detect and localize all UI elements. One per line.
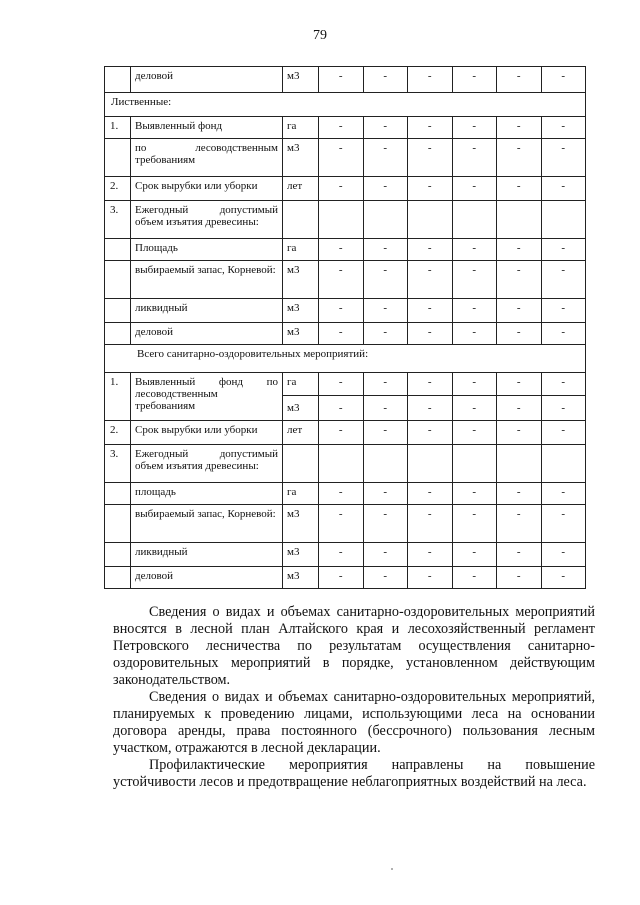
row-value-cell: - (541, 323, 586, 345)
row-value-cell: - (541, 67, 586, 93)
row-number: 1. (105, 117, 131, 139)
row-value-cell: - (408, 177, 453, 201)
row-value-primary: - (497, 373, 541, 396)
row-value-cell: - (408, 483, 453, 505)
paragraph-3: Профилактические мероприятия направлены на повышение устойчивости лесов и предотвращение неблагоприятных воздействий на леса. (113, 757, 595, 790)
row-number (105, 567, 131, 589)
row-value-cell (541, 201, 586, 239)
row-value-cell (408, 201, 453, 239)
row-value-cell: - (497, 505, 542, 543)
row-value-cell (408, 445, 453, 483)
table-row (105, 483, 586, 505)
row-value-cell: - (541, 543, 586, 567)
row-number (105, 323, 131, 345)
row-value-cell: - (497, 239, 542, 261)
row-unit: га (283, 117, 319, 139)
row-number: 1. (105, 373, 131, 421)
row-value-cell: - (363, 505, 408, 543)
row-value-cell: - (452, 483, 497, 505)
row-number (105, 483, 131, 505)
row-value-cell: - (541, 139, 586, 177)
table-row (105, 67, 586, 93)
row-unit: м3 (283, 299, 319, 323)
row-value-cell: - (363, 261, 408, 299)
section-label: Всего санитарно-оздоровительных мероприятий: (105, 345, 586, 373)
row-value-cell: - (497, 67, 542, 93)
row-value-secondary: - (338, 402, 343, 414)
row-value-cell: - (319, 421, 364, 445)
row-value-cell (452, 373, 497, 421)
row-value-cell (319, 373, 364, 421)
row-indicator-name: выбираемый запас, Корневой: (131, 261, 283, 299)
row-value-cell: - (363, 323, 408, 345)
row-value-cell: - (363, 299, 408, 323)
row-number: 3. (105, 201, 131, 239)
row-value-cell (497, 373, 542, 421)
row-value-cell: - (363, 239, 408, 261)
row-value-cell: - (319, 239, 364, 261)
row-number (105, 299, 131, 323)
row-value-cell: - (452, 299, 497, 323)
row-indicator-name: ликвидный (131, 299, 283, 323)
scan-speck (391, 868, 393, 870)
row-value-primary: - (319, 373, 363, 396)
row-number (105, 543, 131, 567)
row-value-cell (497, 201, 542, 239)
row-unit (283, 201, 319, 239)
row-value-cell: - (319, 543, 364, 567)
row-value-cell: - (408, 261, 453, 299)
row-value-cell: - (408, 543, 453, 567)
row-value-primary: - (364, 373, 408, 396)
row-number (105, 239, 131, 261)
row-indicator-name: Ежегодный допустимый объем изъятия древесины: (131, 201, 283, 239)
row-value-cell: - (497, 483, 542, 505)
table-row (105, 261, 586, 299)
row-value-cell: - (497, 323, 542, 345)
table-row (105, 139, 586, 177)
row-indicator-name: деловой (131, 67, 283, 93)
table-row (105, 543, 586, 567)
row-value-cell: - (319, 323, 364, 345)
row-value-cell (363, 373, 408, 421)
row-value-cell: - (452, 323, 497, 345)
row-value-cell: - (319, 67, 364, 93)
row-value-cell (319, 445, 364, 483)
row-unit-primary: га (283, 373, 318, 396)
row-value-cell: - (363, 567, 408, 589)
forest-measures-table-container (104, 66, 586, 589)
row-value-cell: - (541, 261, 586, 299)
row-indicator-name: выбираемый запас, Корневой: (131, 505, 283, 543)
row-value-cell (363, 201, 408, 239)
row-value-cell: - (319, 261, 364, 299)
table-row (105, 421, 586, 445)
body-text (113, 604, 595, 791)
row-value-cell: - (497, 117, 542, 139)
row-value-cell (319, 201, 364, 239)
table-row (105, 373, 586, 421)
row-number: 3. (105, 445, 131, 483)
row-value-cell: - (452, 139, 497, 177)
row-value-cell: - (363, 139, 408, 177)
row-value-cell: - (497, 567, 542, 589)
row-number (105, 67, 131, 93)
row-value-cell (497, 445, 542, 483)
row-value-cell: - (541, 299, 586, 323)
row-indicator-name: деловой (131, 323, 283, 345)
row-value-cell: - (363, 177, 408, 201)
row-value-cell: - (452, 261, 497, 299)
row-value-cell: - (452, 421, 497, 445)
page-number: 79 (313, 28, 327, 43)
table-row (105, 323, 586, 345)
row-value-cell: - (408, 567, 453, 589)
row-value-cell: - (452, 543, 497, 567)
row-indicator-name: ликвидный (131, 543, 283, 567)
table-row (105, 177, 586, 201)
row-value-secondary: - (427, 402, 432, 414)
row-value-cell: - (319, 567, 364, 589)
row-value-cell: - (497, 139, 542, 177)
row-value-cell: - (319, 139, 364, 177)
row-indicator-name: Срок вырубки или уборки (131, 421, 283, 445)
row-unit: га (283, 483, 319, 505)
row-value-cell: - (541, 505, 586, 543)
row-value-cell: - (541, 177, 586, 201)
table-section-row (105, 93, 586, 117)
row-value-cell: - (408, 323, 453, 345)
row-indicator-name: площадь (131, 483, 283, 505)
row-value-cell (541, 445, 586, 483)
row-indicator-name: Ежегодный допустимый объем изъятия древесины: (131, 445, 283, 483)
section-label: Лиственные: (105, 93, 586, 117)
row-value-cell: - (541, 117, 586, 139)
table-row (105, 567, 586, 589)
row-value-cell: - (408, 139, 453, 177)
row-value-cell: - (319, 299, 364, 323)
row-number: 2. (105, 421, 131, 445)
row-value-secondary: - (383, 402, 388, 414)
row-value-cell: - (541, 239, 586, 261)
row-value-cell: - (408, 505, 453, 543)
row-value-cell (452, 445, 497, 483)
row-unit: м3 (283, 139, 319, 177)
row-value-secondary: - (472, 402, 477, 414)
row-number (105, 139, 131, 177)
row-value-cell: - (319, 483, 364, 505)
table-section-row (105, 345, 586, 373)
row-value-cell: - (319, 505, 364, 543)
row-unit (283, 445, 319, 483)
row-unit: м3 (283, 543, 319, 567)
row-value-cell: - (363, 421, 408, 445)
row-number (105, 505, 131, 543)
table-row (105, 299, 586, 323)
table-row (105, 239, 586, 261)
row-value-secondary: - (516, 402, 521, 414)
row-indicator-name: Площадь (131, 239, 283, 261)
row-unit: га (283, 239, 319, 261)
row-value-cell (452, 201, 497, 239)
row-value-cell (363, 445, 408, 483)
row-value-cell: - (452, 117, 497, 139)
table-row (105, 201, 586, 239)
row-value-cell: - (363, 483, 408, 505)
row-value-cell: - (319, 117, 364, 139)
row-value-primary: - (408, 373, 452, 396)
row-value-cell: - (497, 421, 542, 445)
row-value-primary: - (453, 373, 497, 396)
row-value-secondary: - (561, 402, 566, 414)
row-value-cell: - (497, 543, 542, 567)
row-indicator-name: по лесоводственным требованиям (131, 139, 283, 177)
paragraph-2: Сведения о видах и объемах санитарно-оздоровительных мероприятий, планируемых к проведению лицами, использующими леса на основании договора аренды, права постоянного (бессрочного) пользования лесным участком, отражаются в лесной декларации. (113, 689, 595, 756)
row-value-cell: - (497, 177, 542, 201)
row-indicator-name: Выявленный фонд по лесоводственным требованиям (131, 373, 283, 421)
forest-measures-table (104, 66, 586, 589)
row-value-cell: - (497, 299, 542, 323)
row-value-cell: - (319, 177, 364, 201)
row-value-cell: - (363, 117, 408, 139)
row-unit: м3 (283, 323, 319, 345)
row-value-cell: - (541, 483, 586, 505)
row-indicator-name: Срок вырубки или уборки (131, 177, 283, 201)
paragraph-1: Сведения о видах и объемах санитарно-оздоровительных мероприятий вносятся в лесной план Алтайского края и лесохозяйственный регламент Петровского лесничества по результатам осуществления санитарно-оздоровительных мероприятий в порядке, установленном действующим законодательством. (113, 604, 595, 688)
row-unit (283, 373, 319, 421)
row-value-cell: - (408, 299, 453, 323)
row-unit: лет (283, 177, 319, 201)
row-indicator-name: деловой (131, 567, 283, 589)
table-row (105, 445, 586, 483)
row-value-cell: - (452, 67, 497, 93)
table-row (105, 505, 586, 543)
row-value-cell: - (452, 177, 497, 201)
row-value-primary: - (542, 373, 586, 396)
row-value-cell: - (452, 567, 497, 589)
row-value-cell: - (408, 67, 453, 93)
row-unit: м3 (283, 261, 319, 299)
row-value-cell: - (408, 421, 453, 445)
row-unit: м3 (283, 67, 319, 93)
row-value-cell: - (408, 239, 453, 261)
row-number (105, 261, 131, 299)
row-unit: м3 (283, 567, 319, 589)
row-value-cell: - (497, 261, 542, 299)
row-value-cell: - (363, 67, 408, 93)
row-value-cell: - (408, 117, 453, 139)
row-value-cell: - (541, 567, 586, 589)
table-body (105, 67, 586, 589)
row-value-cell: - (363, 543, 408, 567)
row-indicator-name: Выявленный фонд (131, 117, 283, 139)
row-value-cell (408, 373, 453, 421)
table-row (105, 117, 586, 139)
row-unit: м3 (283, 505, 319, 543)
row-number: 2. (105, 177, 131, 201)
row-value-cell (541, 373, 586, 421)
row-value-cell: - (452, 239, 497, 261)
row-unit: лет (283, 421, 319, 445)
row-unit-secondary: м3 (287, 402, 300, 414)
row-value-cell: - (452, 505, 497, 543)
row-value-cell: - (541, 421, 586, 445)
